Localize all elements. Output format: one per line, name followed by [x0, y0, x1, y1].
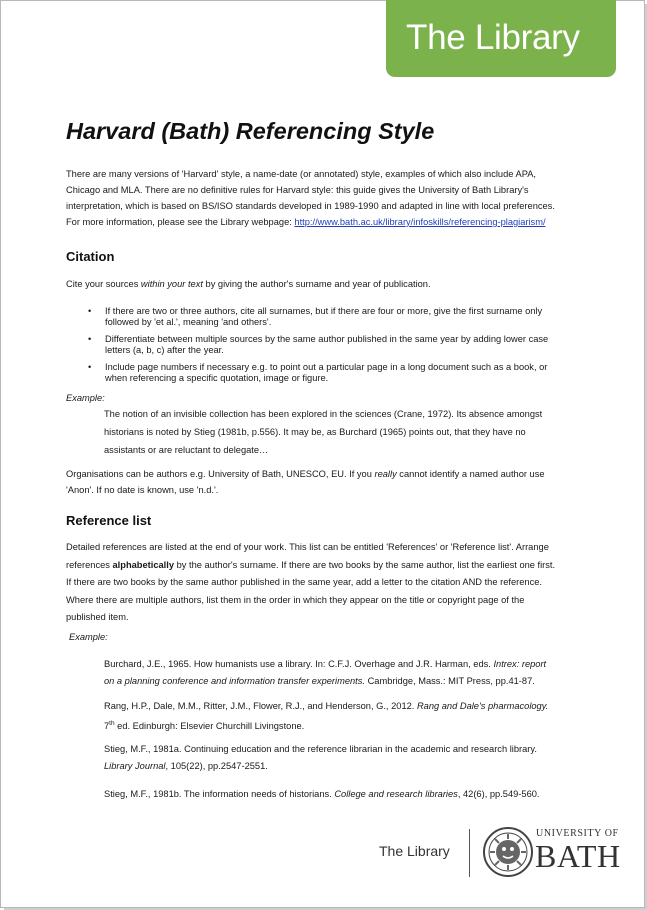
ref-para-line: Detailed references are listed at the end of your work. This list can be entitled 'References' or 'Reference list'. Arrange [66, 542, 549, 552]
example-line: assistants or are reluctant to delegate… [104, 445, 269, 455]
intro-link-prefix: For more information, please see the Library webpage: [66, 217, 295, 227]
ref-edition-sup: th [109, 720, 115, 727]
citation-lead [66, 276, 586, 292]
example-line: historians is noted by Stieg (1981b, p.556). It may be, as Burchard (1965) points out, that they have no [104, 427, 526, 437]
bath-wordmark: BATH [535, 838, 621, 874]
reference-list-heading: Reference list [66, 513, 152, 528]
ref-para-pre: references [66, 559, 113, 570]
ref-text: Rang, H.P., Dale, M.M., Ritter, J.M., Flower, R.J., and Henderson, G., 2012. [104, 701, 417, 711]
intro-line: Chicago and MLA. There are no definitive rules for Harvard style: this guide gives the University of Bath Library's [66, 185, 529, 195]
bullet-dot: • [88, 306, 92, 316]
citation-lead-post: by giving the author's surname and year of publication. [202, 279, 431, 289]
footer-library-label: The Library [379, 843, 450, 859]
reference-entry [104, 698, 548, 735]
citation-lead-em: within your text [140, 279, 203, 289]
ref-text: Cambridge, Mass.: MIT Press, pp.41-87. [365, 676, 535, 686]
bullet-text: Include page numbers if necessary e.g. to point out a particular page in a long document such as a book, or [105, 362, 548, 372]
ref-title: College and research libraries [334, 789, 458, 799]
ref-edition: 7 [104, 721, 110, 732]
ref-text: , 105(22), pp.2547-2551. [165, 761, 268, 771]
org-post: cannot identify a named author use [396, 469, 545, 479]
bullet-dot: • [88, 362, 92, 372]
reference-list-paragraph [66, 539, 586, 627]
bullet-text: If there are two or three authors, cite all surnames, but if there are four or more, give the first surname only [105, 306, 543, 316]
citation-lead-pre: Cite your sources [66, 279, 141, 289]
citation-example-label: Example: [66, 393, 105, 403]
library-webpage-link[interactable]: http://www.bath.ac.uk/library/infoskills/referencing-plagiarism/ [294, 217, 546, 227]
footer-divider [469, 829, 470, 877]
org-em: really [374, 469, 397, 479]
reference-entry [104, 741, 537, 775]
bullet-text: when referencing a specific quotation, image or figure. [105, 373, 329, 383]
intro-line: There are many versions of 'Harvard' style, a name-date (or annotated) style, examples of which also include APA, [66, 169, 536, 179]
intro-line: interpretation, which is based on BS/ISO standards developed in 1989-1990 and adapted in line with local preferences. [66, 201, 555, 211]
ref-text: Stieg, M.F., 1981a. Continuing education and the reference librarian in the academic and research library. [104, 744, 537, 754]
example-line: The notion of an invisible collection has been explored in the sciences (Crane, 1972). Its absence amongst [104, 409, 543, 419]
org-line2: 'Anon'. If no date is known, use 'n.d.'. [66, 485, 219, 495]
ref-para-bold: alphabetically [112, 559, 175, 570]
ref-title: Rang and Dale's pharmacology. [416, 701, 549, 711]
ref-text: Stieg, M.F., 1981b. The information needs of historians. [104, 789, 335, 799]
library-banner [386, 0, 616, 77]
ref-para-post: by the author's surname. If there are two books by the same author, list the earliest one first. [174, 559, 556, 570]
ref-para-line: If there are two books by the same author published in the same year, add a letter to the citation AND the reference. [66, 577, 542, 587]
university-of-label: UNIVERSITY OF [536, 828, 619, 839]
bullet-dot: • [88, 334, 92, 344]
ref-para-line: Where there are multiple authors, list them in the order in which they appear on the title or copyright page of the [66, 594, 525, 605]
ref-title: on a planning conference and information transfer experiments. [104, 676, 365, 686]
reference-example-label: Example: [69, 632, 108, 642]
ref-title: Intrex: report [493, 659, 547, 669]
ref-title: Library Journal [104, 761, 166, 771]
citation-example [104, 405, 542, 459]
intro-link-line [66, 214, 586, 230]
bullet-text: letters (a, b, c) after the year. [105, 345, 224, 355]
bullet-text: followed by 'et al.', meaning 'and others'. [105, 317, 272, 327]
ref-text: Burchard, J.E., 1965. How humanists use a library. In: C.F.J. Overhage and J.R. Harman, eds. [104, 659, 494, 669]
page-title: Harvard (Bath) Referencing Style [66, 118, 435, 144]
organisations-paragraph [66, 466, 586, 498]
org-pre: Organisations can be authors e.g. University of Bath, UNESCO, EU. If you [66, 469, 375, 479]
university-seal-icon [482, 826, 534, 878]
ref-text: ed. Edinburgh: Elsevier Churchill Livingstone. [114, 721, 305, 732]
reference-entry [104, 656, 546, 690]
citation-heading: Citation [66, 249, 115, 264]
library-banner-text: The Library [406, 18, 580, 57]
bullet-text: Differentiate between multiple sources by the same author published in the same year by adding lower case [105, 334, 549, 344]
ref-para-line: published item. [66, 612, 129, 622]
intro-paragraph [66, 166, 586, 230]
ref-text: , 42(6), pp.549-560. [457, 789, 540, 799]
reference-entry [104, 786, 540, 803]
